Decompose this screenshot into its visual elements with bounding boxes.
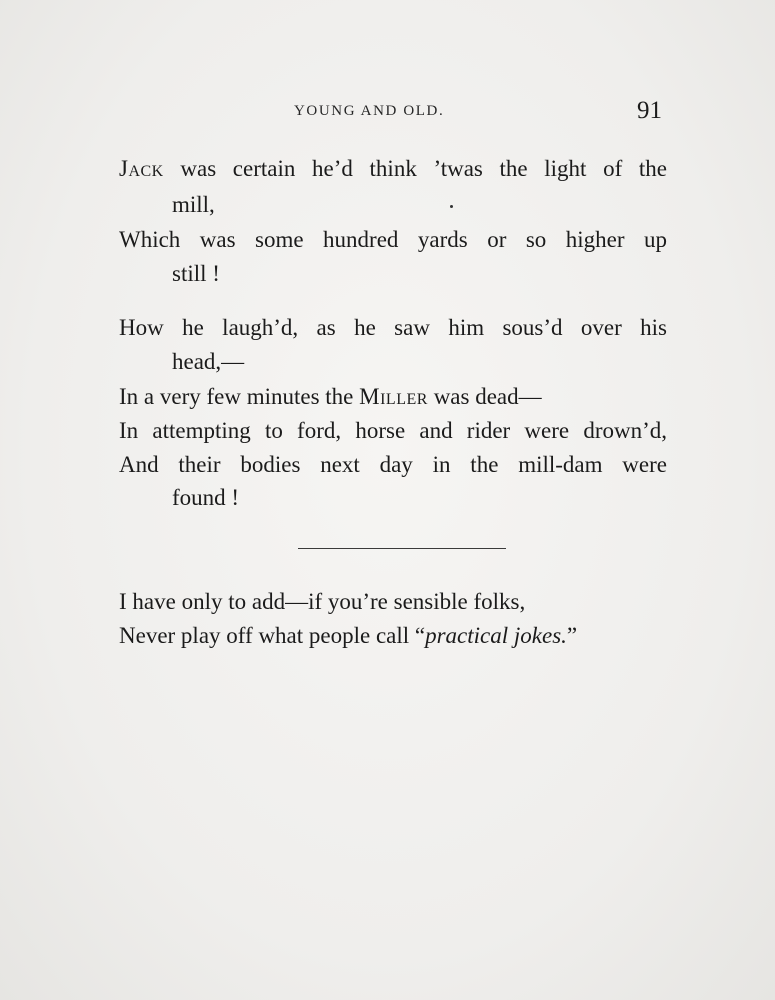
italic-phrase: practical jokes. — [425, 623, 567, 648]
smallcaps-name: Jack — [119, 156, 164, 181]
smallcaps-name: Miller — [359, 384, 428, 409]
verse-line: Never play off what people call “practical jokes.” — [119, 623, 578, 648]
verse-line: In a very few minutes the Miller was dead— — [119, 384, 542, 409]
verse-line: In attempting to ford, horse and rider were drown’d, — [119, 418, 667, 443]
verse-line: mill, — [172, 192, 215, 217]
verse-line: And their bodies next day in the mill-dam were — [119, 452, 667, 477]
verse-line: found ! — [172, 485, 240, 510]
verse-line: How he laugh’d, as he saw him sous’d over his — [119, 315, 667, 340]
section-rule — [298, 548, 506, 549]
page-number: 91 — [637, 97, 662, 124]
verse-line: still ! — [172, 261, 220, 286]
verse-line: Jack was certain he’d think ’twas the light of the — [119, 156, 667, 181]
verse-line: Which was some hundred yards or so higher up — [119, 227, 667, 252]
verse-line: head,— — [172, 349, 245, 374]
verse-line: I have only to add—if you’re sensible folks, — [119, 589, 526, 614]
ink-speck — [450, 205, 453, 208]
running-head: YOUNG AND OLD. — [294, 103, 445, 119]
